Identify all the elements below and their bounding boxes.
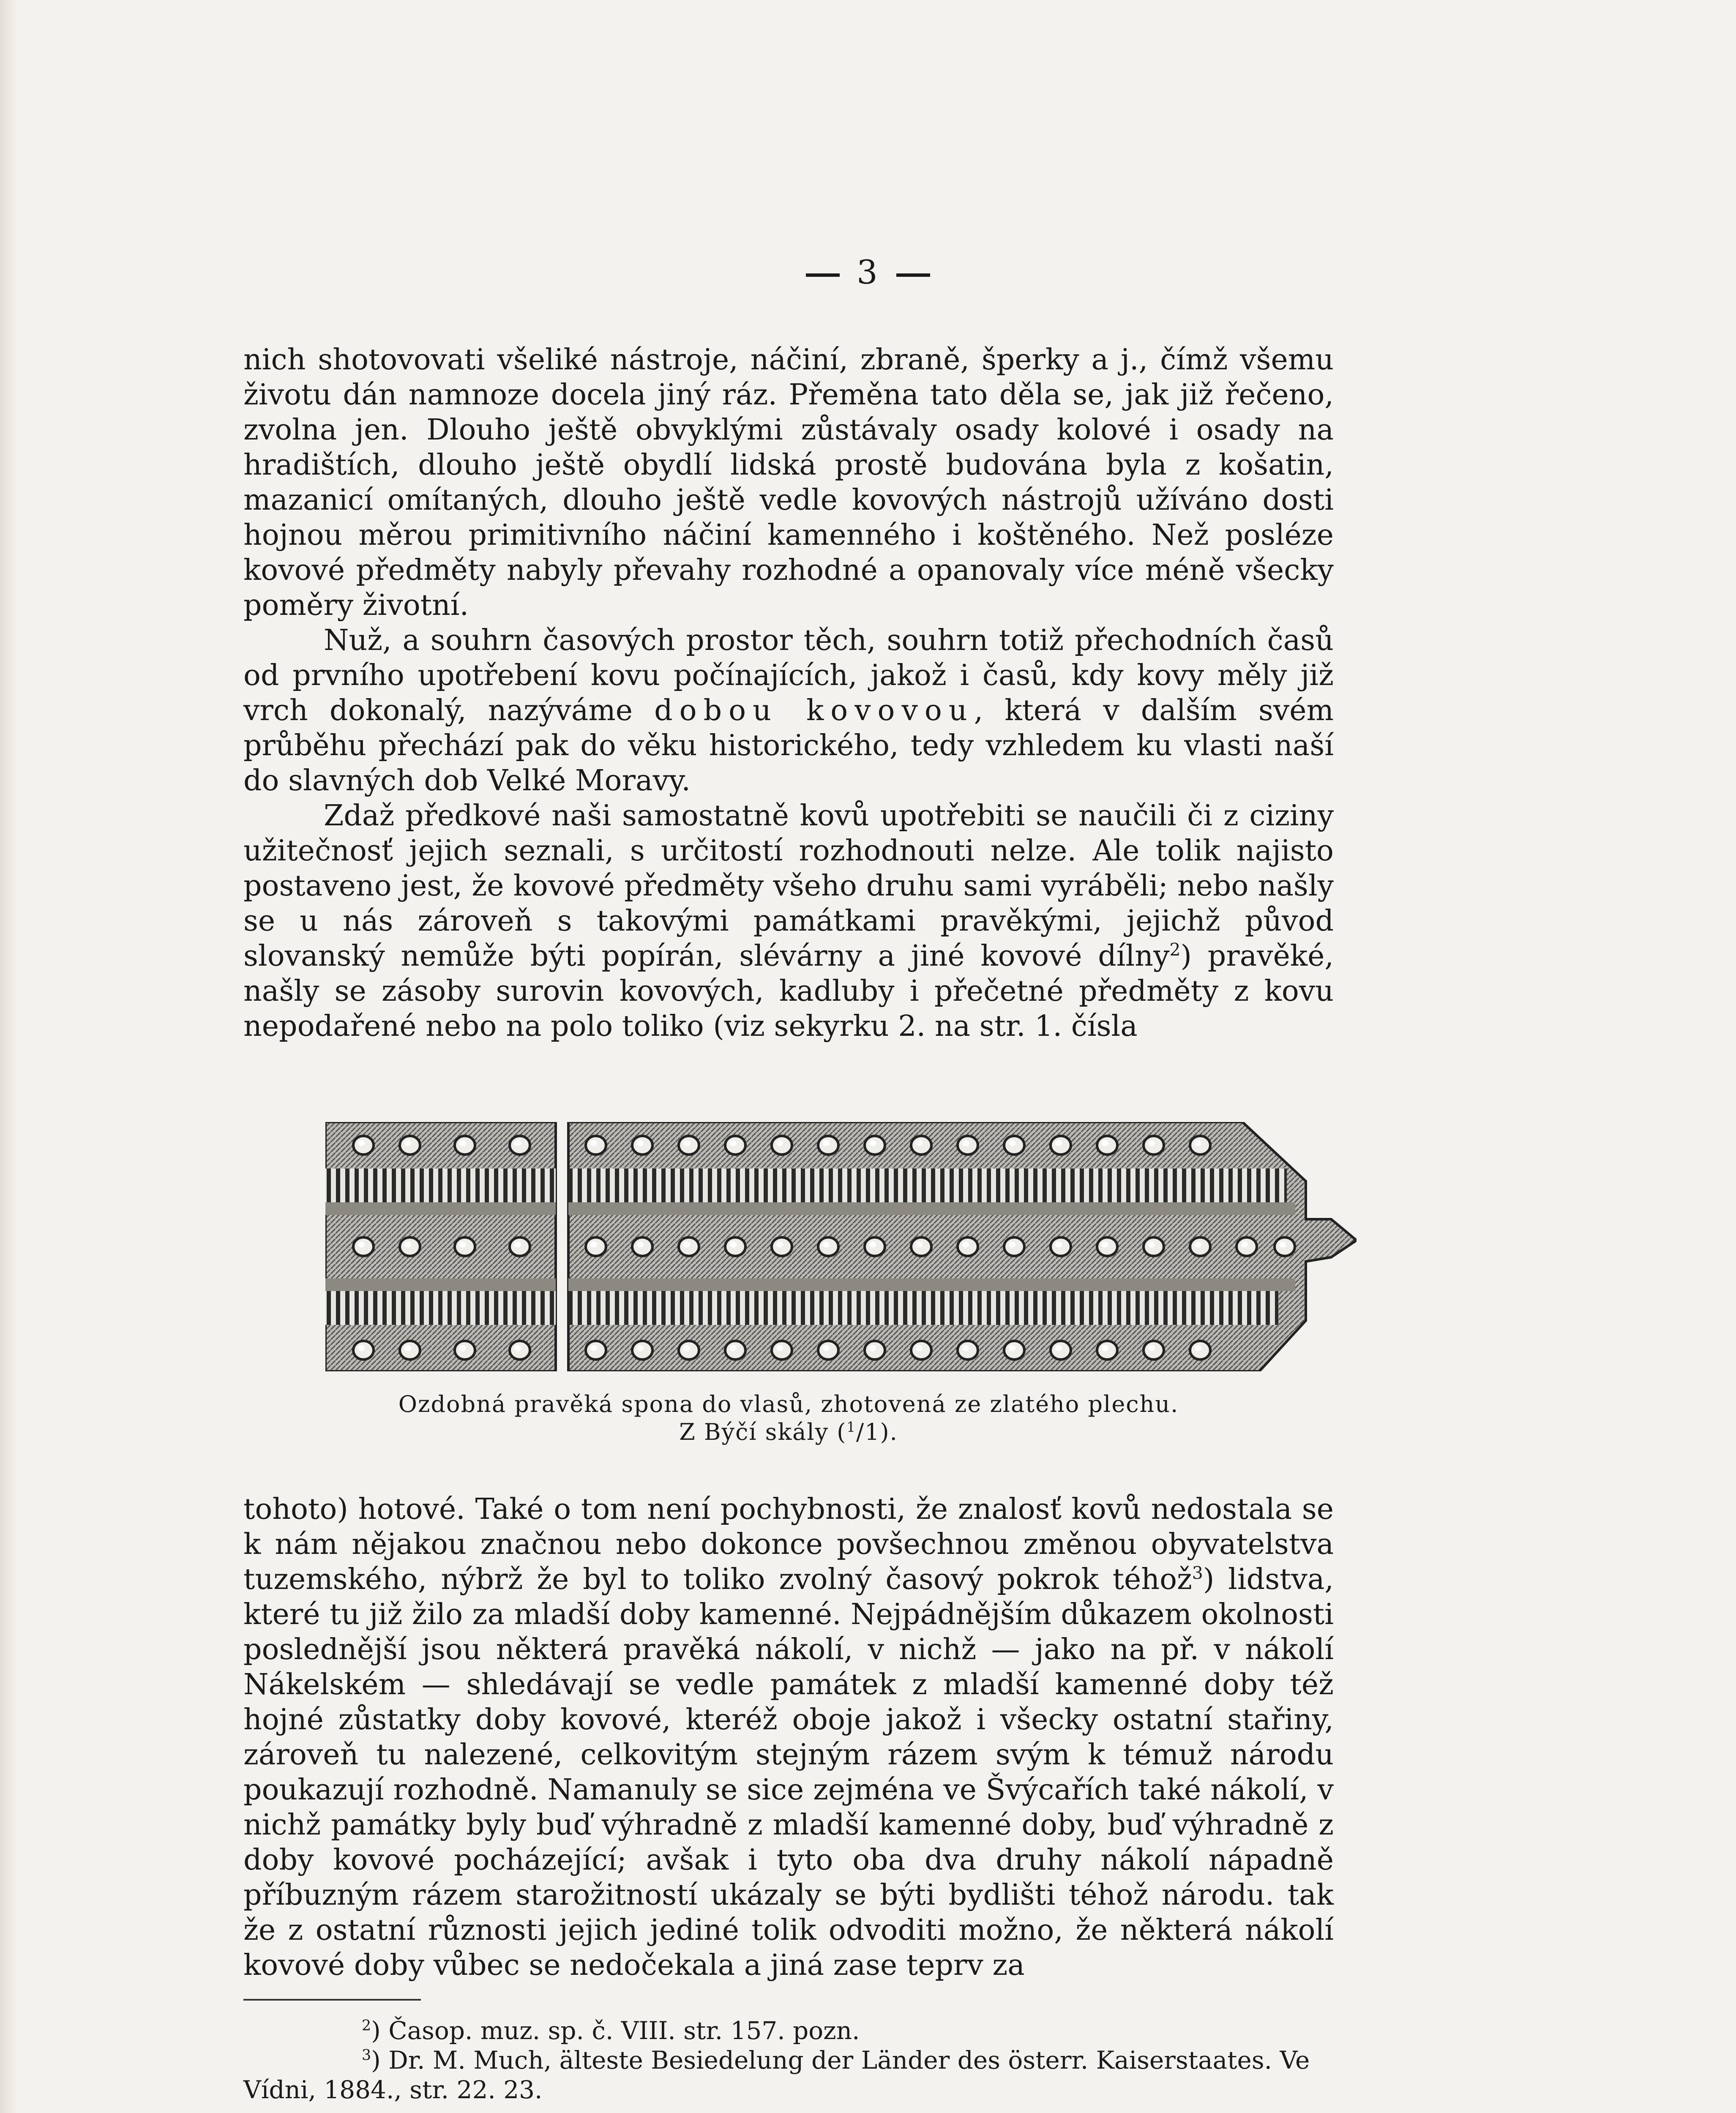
hair-clasp-illustration	[325, 1122, 1357, 1371]
para1-line: životu dán namnoze docela jiný ráz. Přeměna tato děla se, jak již řečeno,	[243, 378, 1334, 412]
para1-line: hradištích, dlouho ještě obydlí lidská prostě budována byla z košatin,	[243, 448, 1334, 482]
paragraph-4	[243, 1492, 1334, 1983]
caption-scale: /1).	[856, 1419, 898, 1445]
footnote-3	[243, 2045, 1334, 2105]
para1-line: mazanicí omítaných, dlouho ještě vedle kovových nástrojů užíváno dosti	[243, 483, 1334, 517]
footnote-2	[243, 2016, 1334, 2045]
dash-left	[806, 273, 840, 277]
caption-scale-sup: 1	[846, 1419, 856, 1435]
para1-line: poměry životní.	[243, 589, 469, 622]
dash-right	[896, 273, 930, 277]
paragraph-1	[243, 342, 1334, 623]
para4-text-before: tohoto) hotové. Také o tom není pochybnosti, že znalosť kovů nedostala se k nám nějakou značnou nebo dokonce povšechnou změnou obyvatelstva tuzemského, nýbrž že byl to toliko zvolný časový pokrok téhož	[243, 1493, 1334, 1596]
para1-line: kovové předměty nabyly převahy rozhodné a opanovaly více méně všecky	[243, 554, 1334, 587]
footnote-ref-2[interactable]: 2	[1169, 939, 1181, 960]
caption-line-1: Ozdobná pravěká spona do vlasů, zhotovená ze zlatého plechu.	[398, 1391, 1179, 1417]
caption-source: Z Býčí skály (	[679, 1419, 847, 1445]
para2-text-after: , která v dalším svém průběhu přechází pak do věku historického, tedy vzhledem ku vlasti naší do slavných dob Velké Moravy.	[243, 694, 1334, 797]
para1-line: nich shotovovati všeliké nástroje, náčiní, zbraně, šperky a j., čímž všemu	[243, 343, 1334, 377]
figure-caption	[243, 1390, 1334, 1446]
paragraph-2	[243, 623, 1334, 798]
para4-text-after: ) lidstva, které tu již žilo za mladší doby kamenné. Nejpádnějším důkazem okolnosti poslednější jsou některá pravěká nákolí, v nichž — jako na př. v nákolí Nákelském — shledávají se vedle památek z mladší kamenné doby též hojné zůstatky doby kovové, kteréž oboje jakož i všecky ostatní stařiny, zároveň tu nalezené, celkovitým stejným rázem svým k témuž národu poukazují rozhodně. Namanuly se sice zejména ve Švýcařích také nákolí, v nichž památky byly buď výhradně z mladší kamenné doby, buď výhradně z doby kovové pocházející; avšak i tyto oba dva druhy nákolí nápadně příbuzným rázem starožitností ukázaly se býti bydlišti téhož národu. tak že z ostatní různosti jejich jediné tolik odvoditi možno, že některá nákolí kovové doby vůbec se nedočekala a jiná zase teprv za	[243, 1563, 1334, 1982]
para2-spaced-term: dobou kovovou	[654, 694, 974, 727]
text-block-lower	[243, 1492, 1334, 1983]
text-block-upper	[243, 342, 1334, 1044]
para2-text-before: Nuž, a souhrn časových prostor těch, souhrn totiž přechodních časů od prvního upotřebení kovu počínajících, jakož i časů, kdy kovy měly již vrch dokonalý, nazýváme	[243, 624, 1334, 727]
footnote-mark: 3	[362, 2047, 371, 2064]
caption-line-2	[243, 1418, 1334, 1446]
para1-line: zvolna jen. Dlouho ještě obvyklými zůstávaly osady kolové i osady na	[243, 413, 1334, 447]
footnote-text: ) Dr. M. Much, älteste Besiedelung der Länder des österr. Kaiserstaates. Ve Vídni, 1884., str. 22. 23.	[243, 2046, 1310, 2104]
footnote-divider	[243, 1999, 421, 2001]
para3-text-before: Zdaž předkové naši samostatně kovů upotřebiti se naučili či z ciziny užitečnosť jejich seznali, s určitostí rozhodnouti nelze. Ale tolik najisto postaveno jest, že kovové předměty všeho druhu sami vyráběli; nebo našly se u nás zároveň s takovými památkami pravěkými, jejichž původ slovanský nemůže býti popírán, slévárny a jiné kovové dílny	[243, 799, 1334, 973]
footnote-ref-3[interactable]: 3	[1192, 1563, 1203, 1583]
page-edge	[0, 0, 17, 2113]
footnote-text: ) Časop. muz. sp. č. VIII. str. 157. pozn.	[371, 2016, 860, 2045]
footnotes	[243, 2016, 1334, 2105]
para3-text-after: ) pravěké, našly se zásoby surovin kovových, kadluby i přečetné předměty z kovu nepodařené nebo na polo toliko (viz sekyrku 2. na str. 1. čísla	[243, 939, 1334, 1043]
paragraph-3	[243, 798, 1334, 1044]
page-number	[0, 254, 1736, 292]
footnote-mark: 2	[362, 2017, 371, 2034]
para1-line: hojnou měrou primitivního náčiní kamenného i koštěného. Než posléze	[243, 519, 1334, 552]
page-number-value: 3	[857, 254, 879, 292]
